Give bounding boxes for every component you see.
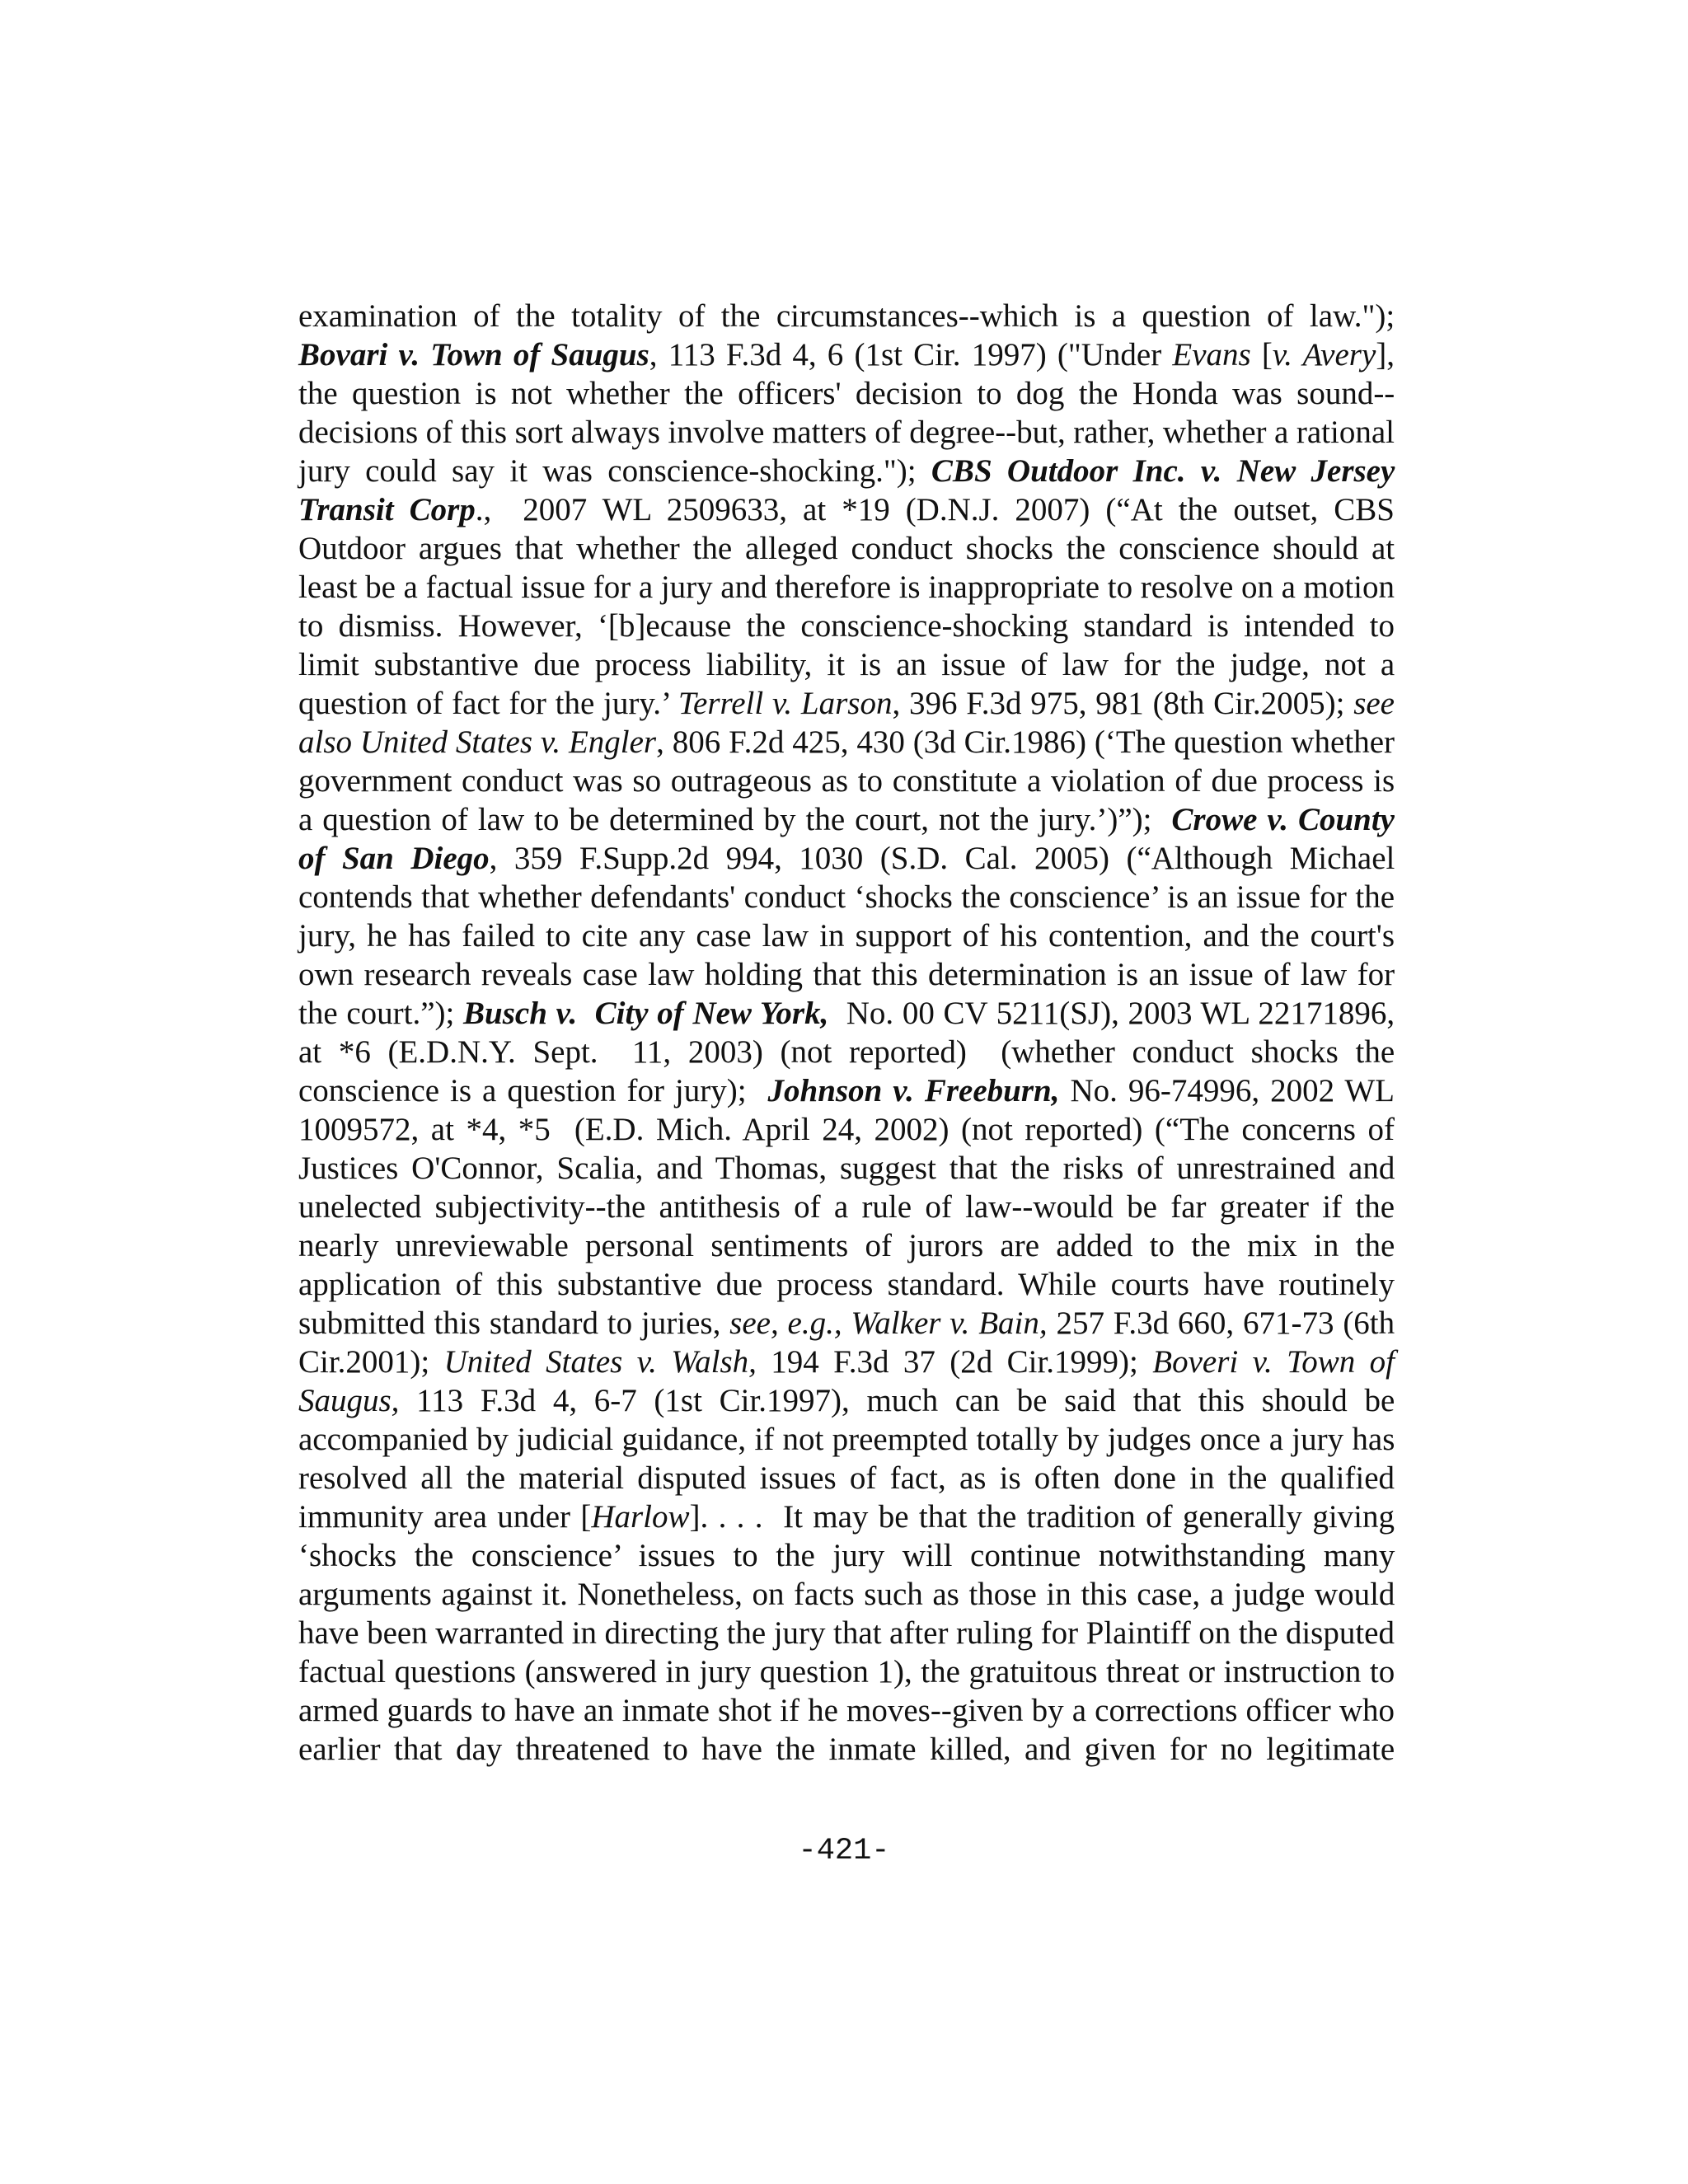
text-segment: a question of law to be determined by the court, not the jury.’)”);: [298, 802, 1172, 837]
text-segment: government conduct was so outrageous as to constitute a violation of due process is: [298, 763, 1395, 799]
text-line: [298, 916, 1395, 955]
text-segment: jury, he has failed to cite any case law in support of his contention, and the court's: [298, 918, 1395, 954]
text-line: [298, 1652, 1395, 1691]
text-line: [298, 1420, 1395, 1459]
text-segment: the court.”);: [298, 996, 464, 1031]
text-segment: 113 F.3d 4, 6-7 (1st Cir.1997), much can be said that this should be: [399, 1383, 1395, 1418]
text-line: [298, 955, 1395, 994]
text-line: [298, 1459, 1395, 1497]
text-line: [298, 1304, 1395, 1343]
text-segment: factual questions (answered in jury question 1), the gratuitous threat or instruction to: [298, 1654, 1395, 1690]
text-segment: question of fact for the jury.’: [298, 686, 678, 721]
text-segment: ],: [1376, 337, 1395, 373]
text-segment: 1009572, at *4, *5 (E.D. Mich. April 24, 2002) (not reported) (“The concerns of: [298, 1112, 1395, 1147]
text-segment: Justices O'Connor, Scalia, and Thomas, suggest that the risks of unrestrained and: [298, 1151, 1395, 1186]
text-line: [298, 1536, 1395, 1575]
text-segment: immunity area under [: [298, 1499, 592, 1535]
text-segment: Cir.2001);: [298, 1344, 444, 1380]
text-segment: No. 96-74996, 2002 WL: [1059, 1073, 1395, 1108]
text-segment: No. 00 CV 5211(SJ), 2003 WL 22171896,: [828, 996, 1395, 1031]
text-line: [298, 994, 1395, 1033]
text-segment: Outdoor argues that whether the alleged conduct shocks the conscience should at: [298, 531, 1395, 566]
text-segment: limit substantive due process liability, it is an issue of law for the judge, not a: [298, 647, 1395, 682]
text-line: [298, 413, 1395, 452]
page-number: -421-: [798, 1834, 890, 1868]
text-segment: decisions of this sort always involve matters of degree--but, rather, whether a rational: [298, 415, 1395, 450]
text-line: [298, 1575, 1395, 1614]
text-segment: , 396 F.3d 975, 981 (8th Cir.2005);: [892, 686, 1354, 721]
text-segment: ., 2007 WL 2509633, at *19 (D.N.J. 2007) (“At the outset, CBS: [475, 492, 1395, 527]
text-line: [298, 1497, 1395, 1536]
text-segment: application of this substantive due process standard. While courts have routinely: [298, 1267, 1395, 1302]
text-line: [298, 335, 1395, 374]
text-line: [298, 684, 1395, 723]
case-citation: of San Diego: [298, 841, 490, 876]
text-segment: to dismiss. However, ‘[b]ecause the conscience-shocking standard is intended to: [298, 608, 1395, 644]
text-line: [298, 878, 1395, 916]
body-text: [298, 297, 1395, 1769]
case-citation: Johnson v. Freeburn,: [767, 1073, 1060, 1108]
text-segment: earlier that day threatened to have the inmate killed, and given for no legitimate: [298, 1732, 1395, 1767]
text-line: [298, 1110, 1395, 1149]
text-line: [298, 1033, 1395, 1071]
text-segment: ]. . . . It may be that the tradition of generally giving: [689, 1499, 1395, 1535]
case-citation: Boveri v. Town of: [1152, 1344, 1395, 1380]
case-citation: Terrell v. Larson: [678, 686, 893, 721]
text-segment: , 359 F.Supp.2d 994, 1030 (S.D. Cal. 2005) (“Although Michael: [489, 841, 1395, 876]
text-line: [298, 645, 1395, 684]
case-citation: Crowe v. County: [1171, 802, 1395, 837]
text-segment: resolved all the material disputed issues of fact, as is often done in the qualified: [298, 1460, 1395, 1496]
text-line: [298, 452, 1395, 490]
case-citation: Busch v. City of New York,: [463, 996, 829, 1031]
text-segment: , 806 F.2d 425, 430 (3d Cir.1986) (‘The question whether: [656, 724, 1395, 760]
case-citation: Bovari v. Town of Saugus: [298, 337, 649, 373]
case-citation: Evans: [1172, 337, 1251, 373]
case-citation: CBS Outdoor Inc. v. New Jersey: [931, 453, 1395, 489]
text-segment: own research reveals case law holding that this determination is an issue of law for: [298, 957, 1395, 992]
text-line: [298, 800, 1395, 839]
text-segment: unelected subjectivity--the antithesis of a rule of law--would be far greater if the: [298, 1189, 1395, 1225]
text-line: [298, 297, 1395, 335]
text-line: [298, 1343, 1395, 1381]
text-segment: 194 F.3d 37 (2d Cir.1999);: [756, 1344, 1153, 1380]
case-citation: Saugus,: [298, 1383, 400, 1418]
text-line: [298, 607, 1395, 645]
case-citation: United States v. Walsh,: [443, 1344, 757, 1380]
text-line: [298, 1226, 1395, 1265]
text-segment: contends that whether defendants' conduct ‘shocks the conscience’ is an issue for the: [298, 879, 1395, 915]
text-segment: [: [1250, 337, 1273, 373]
text-segment: examination of the totality of the circumstances--which is a question of law.");: [298, 298, 1395, 334]
text-line: [298, 1071, 1395, 1110]
text-segment: have been warranted in directing the jury that after ruling for Plaintiff on the disputed: [298, 1615, 1395, 1651]
text-line: [298, 1381, 1395, 1420]
text-line: [298, 762, 1395, 800]
case-citation: also United States v. Engler: [298, 724, 657, 760]
text-segment: the question is not whether the officers' decision to dog the Honda was sound--: [298, 376, 1395, 411]
text-segment: arguments against it. Nonetheless, on facts such as those in this case, a judge would: [298, 1577, 1395, 1612]
text-segment: armed guards to have an inmate shot if he moves--given by a corrections officer who: [298, 1693, 1395, 1728]
text-line: [298, 1614, 1395, 1652]
text-segment: at *6 (E.D.N.Y. Sept. 11, 2003) (not reported) (whether conduct shocks the: [298, 1034, 1395, 1070]
case-citation: Transit Corp: [298, 492, 476, 527]
text-line: [298, 568, 1395, 607]
text-segment: ‘shocks the conscience’ issues to the jury will continue notwithstanding many: [298, 1538, 1395, 1573]
text-line: [298, 490, 1395, 529]
text-line: [298, 374, 1395, 413]
text-segment: conscience is a question for jury);: [298, 1073, 768, 1108]
text-segment: accompanied by judicial guidance, if not preempted totally by judges once a jury has: [298, 1422, 1395, 1457]
text-segment: nearly unreviewable personal sentiments of jurors are added to the mix in the: [298, 1228, 1395, 1263]
text-segment: least be a factual issue for a jury and therefore is inappropriate to resolve on a motion: [298, 569, 1395, 605]
case-citation: Harlow: [591, 1499, 690, 1535]
text-segment: submitted this standard to juries,: [298, 1305, 730, 1341]
text-line: [298, 839, 1395, 878]
text-line: [298, 723, 1395, 762]
text-segment: 257 F.3d 660, 671-73 (6th: [1047, 1305, 1395, 1341]
case-citation: v. Avery: [1272, 337, 1376, 373]
case-citation: see: [1353, 686, 1395, 721]
text-line: [298, 529, 1395, 568]
text-segment: jury could say it was conscience-shocking.");: [298, 453, 931, 489]
text-line: [298, 1188, 1395, 1226]
text-line: [298, 1691, 1395, 1730]
case-citation: see, e.g., Walker v. Bain,: [729, 1305, 1048, 1341]
text-line: [298, 1730, 1395, 1769]
text-line: [298, 1265, 1395, 1304]
text-segment: , 113 F.3d 4, 6 (1st Cir. 1997) ("Under: [649, 337, 1173, 373]
text-line: [298, 1149, 1395, 1188]
